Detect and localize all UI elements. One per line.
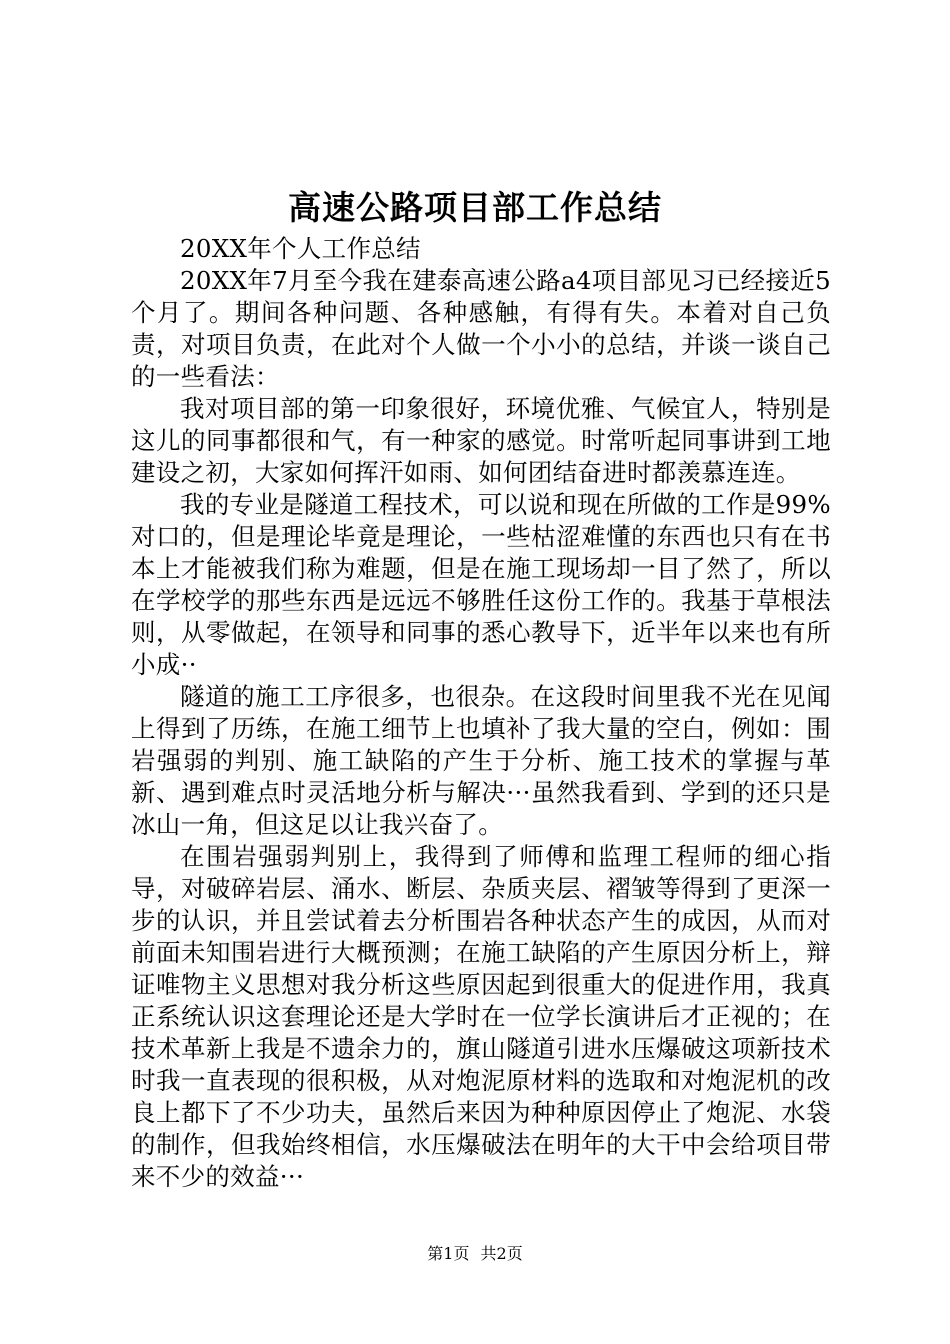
paragraph-major: 我的专业是隧道工程技术，可以说和现在所做的工作是99%对口的，但是理论毕竟是理论，一些枯涩难懂的东西也只有在书本上才能被我们称为难题，但是在施工现场却一目了然了，所以在学校学的那些东西是远远不够胜任这份工作的。我基于草根法则，从零做起，在领导和同事的悉心教导下，近半年以来也有所小成·· xyxy=(131,490,831,679)
document-body xyxy=(131,233,831,1193)
page-footer xyxy=(0,1242,950,1266)
paragraph-construction: 隧道的施工工序很多，也很杂。在这段时间里我不光在见闻上得到了历练，在施工细节上也填补了我大量的空白，例如：围岩强弱的判别、施工缺陷的产生于分析、施工技术的掌握与革新、遇到难点时灵活地分析与解决···虽然我看到、学到的还只是冰山一角，但这足以让我兴奋了。 xyxy=(131,682,831,839)
document-title: 高速公路项目部工作总结 xyxy=(288,188,662,227)
page-total: 共2页 xyxy=(480,1244,523,1263)
paragraph-intro: 20XX年7月至今我在建泰高速公路a4项目部见习已经接近5个月了。期间各种问题、各种感触，有得有失。本着对自己负责，对项目负责，在此对个人做一个小小的总结，并谈一谈自己的一些看法： xyxy=(131,266,831,391)
page-number: 第1页 xyxy=(427,1244,470,1263)
paragraph-rock-analysis: 在围岩强弱判别上，我得到了师傅和监理工程师的细心指导，对破碎岩层、涌水、断层、杂质夹层、褶皱等得到了更深一步的认识，并且尝试着去分析围岩各种状态产生的成因，从而对前面未知围岩进行大概预测；在施工缺陷的产生原因分析上，辩证唯物主义思想对我分析这些原因起到很重大的促进作用，我真正系统认识这套理论还是大学时在一位学长演讲后才正视的；在技术革新上我是不遗余力的，旗山隧道引进水压爆破这项新技术时我一直表现的很积极，从对炮泥原材料的选取和对炮泥机的改良上都下了不少功夫，虽然后来因为种种原因停止了炮泥、水袋的制作，但我始终相信，水压爆破法在明年的大干中会给项目带来不少的效益··· xyxy=(131,842,831,1191)
paragraph-impression: 我对项目部的第一印象很好，环境优雅、气候宜人，特别是这儿的同事都很和气，有一种家的感觉。时常听起同事讲到工地建设之初，大家如何挥汗如雨、如何团结奋进时都羡慕连连。 xyxy=(131,394,831,487)
paragraph-subtitle: 20XX年个人工作总结 xyxy=(180,234,421,263)
